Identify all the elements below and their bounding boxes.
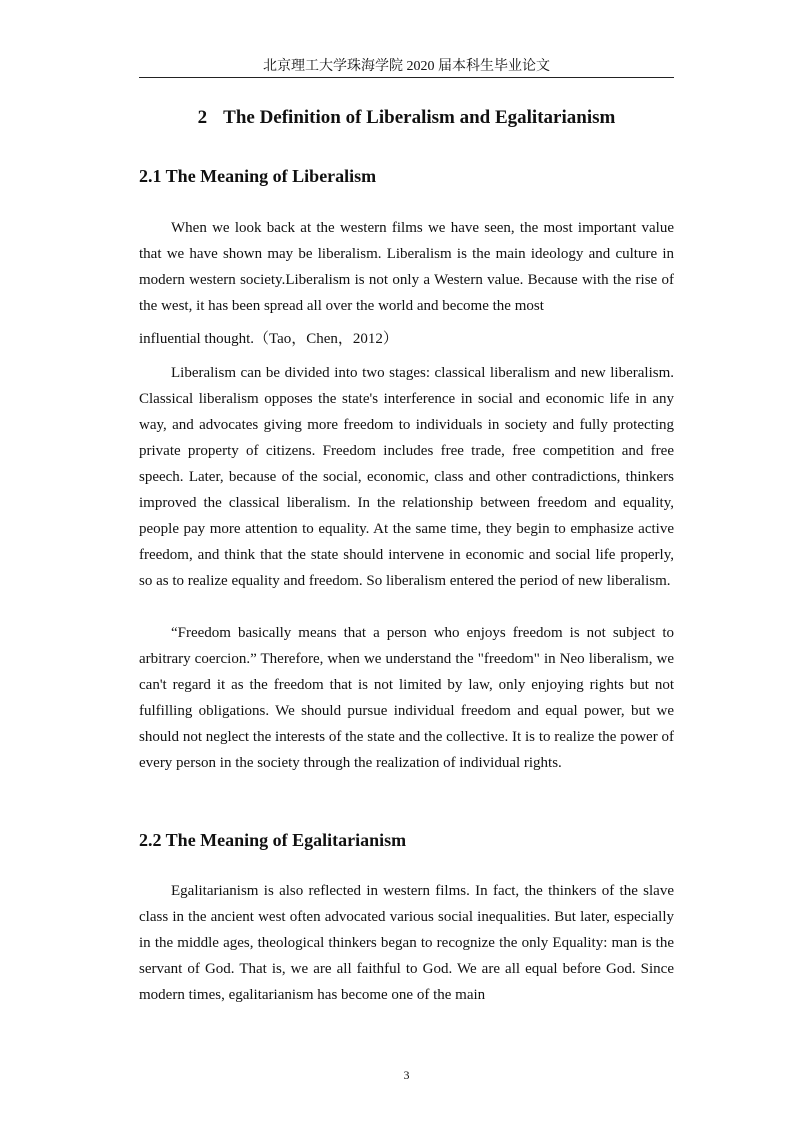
page-number: 3 <box>403 1068 410 1082</box>
paragraph-liberalism-stages: Liberalism can be divided into two stages: classical liberalism and new liberalism. Classical liberalism opposes the state's interference in social and economic life in any way, and advocates giving more freedom to individuals in society and fully protecting private property of citizens. Freedom includes free trade, free competition and free speech. Later, because of the social, economic, class and other contradictions, thinkers improved the classical liberalism. In the relationship between freedom and equality, people pay more attention to equality. At the same time, they begin to emphasize active freedom, and think that the state should intervene in economic and social life properly, so as to realize equality and freedom. So liberalism entered the period of new liberalism. <box>139 365 674 589</box>
chapter-number: 2 <box>197 107 208 128</box>
chapter-title-text: The Definition of Liberalism and Egalitarianism <box>223 107 616 128</box>
running-header: 北京理工大学珠海学院 2020 届本科生毕业论文 <box>139 57 674 78</box>
paragraph-freedom-definition: “Freedom basically means that a person who enjoys freedom is not subject to arbitrary coercion.” Therefore, when we understand the "freedom" in Neo liberalism, we can't regard it as the freedom that is not limited by law, only enjoying rights but not fulfilling obligations. We should pursue individual freedom and equal power, but we should not neglect the interests of the state and the collective. It is to realize the power of every person in the society through the realization of individual rights. <box>139 625 674 771</box>
paragraph-liberalism-intro: When we look back at the western films we have seen, the most important value that we have shown may be liberalism. Liberalism is the main ideology and culture in modern western society.Liberalism is not only a Western value. Because with the rise of the west, it has been spread all over the world and become the most <box>139 220 674 314</box>
section-heading-2-2: 2.2 The Meaning of Egalitarianism <box>139 830 407 850</box>
citation-line: influential thought.（Tao，Chen，2012） <box>139 331 398 347</box>
paragraph-egalitarianism-intro: Egalitarianism is also reflected in western films. In fact, the thinkers of the slave class in the ancient west often advocated various social inequalities. But later, especially in the middle ages, theological thinkers began to recognize the only Equality: man is the servant of God. That is, we are all faithful to God. We are all equal before God. Since modern times, egalitarianism has become one of the main <box>139 883 674 1003</box>
section-heading-2-1: 2.1 The Meaning of Liberalism <box>139 166 377 186</box>
chapter-title <box>139 105 674 131</box>
